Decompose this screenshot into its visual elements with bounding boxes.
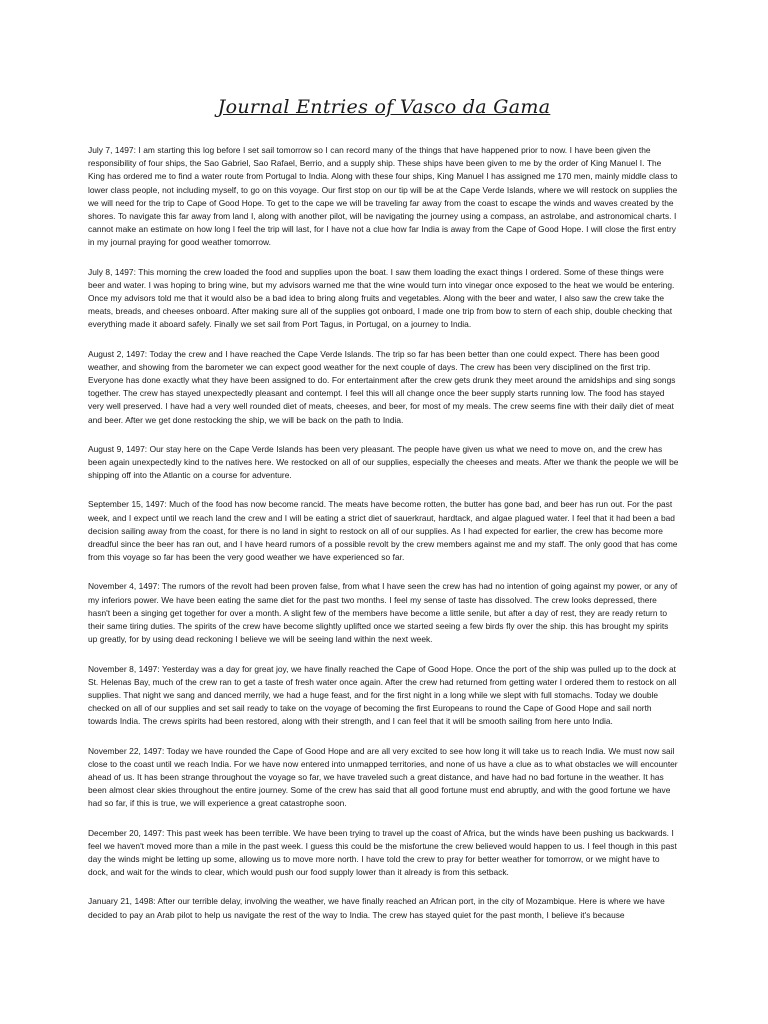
entry-text: This morning the crew loaded the food and supplies upon the boat. I saw them loading the exact things I ordered. Some of these things were beer and water. I was hoping to bring wine, but my advisors warned me that the wine would turn into vinegar once exposed to the heat we would be entering. Once my advisors told me that it would also be a bad idea to bring along fruits and vegetables. Along with the beer and water, I also saw the crew take the meats, breads, and cheeses onboard. After making sure all of the supplies got onboard, I made one trip from bow to stern of each ship, double checking that everything made it aboard safely. Finally we set sail from Port Tagus, in Portugal, on a journey to India. <box>88 266 675 330</box>
entry-date: November 4, 1497: <box>88 581 160 592</box>
journal-entry <box>88 827 680 880</box>
journal-entries <box>88 144 680 922</box>
journal-entry <box>88 348 680 427</box>
journal-entry <box>88 266 680 332</box>
journal-entry <box>88 443 680 483</box>
entry-date: September 15, 1497: <box>88 499 167 510</box>
entry-text: The rumors of the revolt had been proven false, from what I have seen the crew has had no intention of going against my power, or any of my inferiors power. We have been eating the same diet for the past two months. I feel my sense of taste has dissolved. The crew looks depressed, there hasn't been a singing get together for over a month. A slight few of the members have become a little senile, but after a day of rest, they are ready return to their same tiring duties. The spirits of the crew have become slightly uplifted once we started seeing a few birds fly over the ship. this has brought my spirits up greatly, for by using dead reckoning I believe we will be seeing land within the next week. <box>88 581 678 645</box>
entry-date: July 7, 1497: <box>88 145 136 155</box>
entry-text: This past week has been terrible. We have been trying to travel up the coast of Africa, but the winds have been pushing us backwards. I feel we haven't moved more than a mile in the past week. I guess this could be the misfortune the crew believed would happen to us. I feel though in this past day the winds might be letting up some, allowing us to move more north. I have told the crew to pray for better weather for tomorrow, or we might have to dock, and wait for the winds to clear, which would push our food supply lower than it already is from this setback. <box>88 827 677 878</box>
entry-text: Yesterday was a day for great joy, we have finally reached the Cape of Good Hope. Once the port of the ship was pulled up to the dock at St. Helenas Bay, much of the crew ran to get a taste of fresh water once again. After the crew had returned from getting water I ordered them to restock on all supplies. That night we sang and danced merrily, we had a huge feast, and for the first night in a long while we slept with full stomachs. Today we double checked on all of our supplies and set sail ready to take on the voyage of becoming the first Europeans to round the Cape of Good Hope and sail north towards India. The crews spirits had been restored, along with their strength, and I can feel that it will be smooth sailing from here unto India. <box>88 663 677 727</box>
entry-text: Today the crew and I have reached the Cape Verde Islands. The trip so far has been better than one could expect. There has been good weather, and showing from the barometer we can expect good weather for the next couple of days. The crew has been very disciplined on the first trip. Everyone has done exactly what they have been assigned to do. For entertainment after the crew gets drunk they meet around the amidships and sing songs together. The crew has stayed unexpectedly pleasant and contempt. I feel this will all change once the beer supply starts running low. The food has stayed very well preserved. I have had a very well rounded diet of meats, cheeses, and beer, for most of my meals. The crew seems fine with their daily diet of meat and beer. After we get done restocking the ship, we will be back on the path to India. <box>88 348 676 425</box>
journal-entry <box>88 745 680 811</box>
entry-text: I am starting this log before I set sail tomorrow so I can record many of the things that have happened prior to now. I have been given the responsibility of four ships, the Sao Gabriel, Sao Rafael, Berrio, and a supply ship. These ships have been given to me by the order of King Manuel I. The King has ordered me to find a water route from Portugal to India. Along with these four ships, King Manuel I has assigned me 170 men, mainly middle class to lower class people, not including myself, to go on this voyage. Our first stop on our tip will be at the Cape Verde Islands, where we will restock on supplies the we will need for the trip to Cape of Good Hope. To get to the cape we will be traveling far away from the coast to escape the winds and waves created by the shores. To navigate this far away from land I, along with another pilot, will be navigating the journey using a compass, an astrolabe, and astronomical charts. I cannot make an estimate on how long I feel the trip will last, for I have not a clue how far India is away from the Cape of Good Hope. I will close the first entry in my journal praying for good weather tomorrow. <box>88 145 678 248</box>
entry-text: Our stay here on the Cape Verde Islands has been very pleasant. The people have given us what we need to move on, and the crew has been again unexpectedly kind to the natives here. We restocked on all of our supplies, especially the cheeses and meats. After we thank the people we will be shipping off into the Atlantic on a course for adventure. <box>88 443 679 481</box>
journal-entry <box>88 580 680 646</box>
entry-date: November 22, 1497: <box>88 745 165 756</box>
document-title: Journal Entries of Vasco da Gama <box>217 96 551 118</box>
entry-text: Much of the food has now become rancid. The meats have become rotten, the butter has gone bad, and beer has run out. For the past week, and I expect until we reach land the crew and I will be eating a strict diet of sauerkraut, hardtack, and algae plagued water. I feel that it had been a bad decision sailing away from the coast, for there is no land in sight to restock on all of our supplies. As I had expected for earlier, the crew has become more dreadful since the beer has ran out, and I have heard rumors of a possible revolt by the crew members against me and my staff. The only good that has come from this voyage so far has been the very good weather we have experienced so far. <box>88 499 678 563</box>
entry-date: January 21, 1498: <box>88 896 156 907</box>
entry-date: August 2, 1497: <box>88 348 148 359</box>
entry-date: August 9, 1497: <box>88 443 148 454</box>
entry-text: Today we have rounded the Cape of Good Hope and are all very excited to see how long it will take us to reach India. We must now sail close to the coast until we reach India. For we have now entered into unmapped territories, and none of us have a clue as to what obstacles we will encounter ahead of us. It has been strange throughout the voyage so far, we have traveled such a great distance, and have had no bad fortune in the weather. It has been almost clear skies throughout the entire journey. Some of the crew has said that all good fortune must end abruptly, and with the good fortune we have had so far, if this is true, we will experience a great catastrophe soon. <box>88 745 678 809</box>
entry-text: After our terrible delay, involving the weather, we have finally reached an African port, in the city of Mozambique. Here is where we have decided to pay an Arab pilot to help us navigate the rest of the way to India. The crew has stayed quiet for the past month, I believe it's because <box>88 896 665 920</box>
entry-date: November 8, 1497: <box>88 663 160 674</box>
journal-entry <box>88 144 680 250</box>
journal-entry <box>88 895 680 921</box>
entry-date: December 20, 1497: <box>88 827 165 838</box>
entry-date: July 8, 1497: <box>88 266 136 277</box>
journal-entry <box>88 498 680 564</box>
journal-entry <box>88 663 680 729</box>
